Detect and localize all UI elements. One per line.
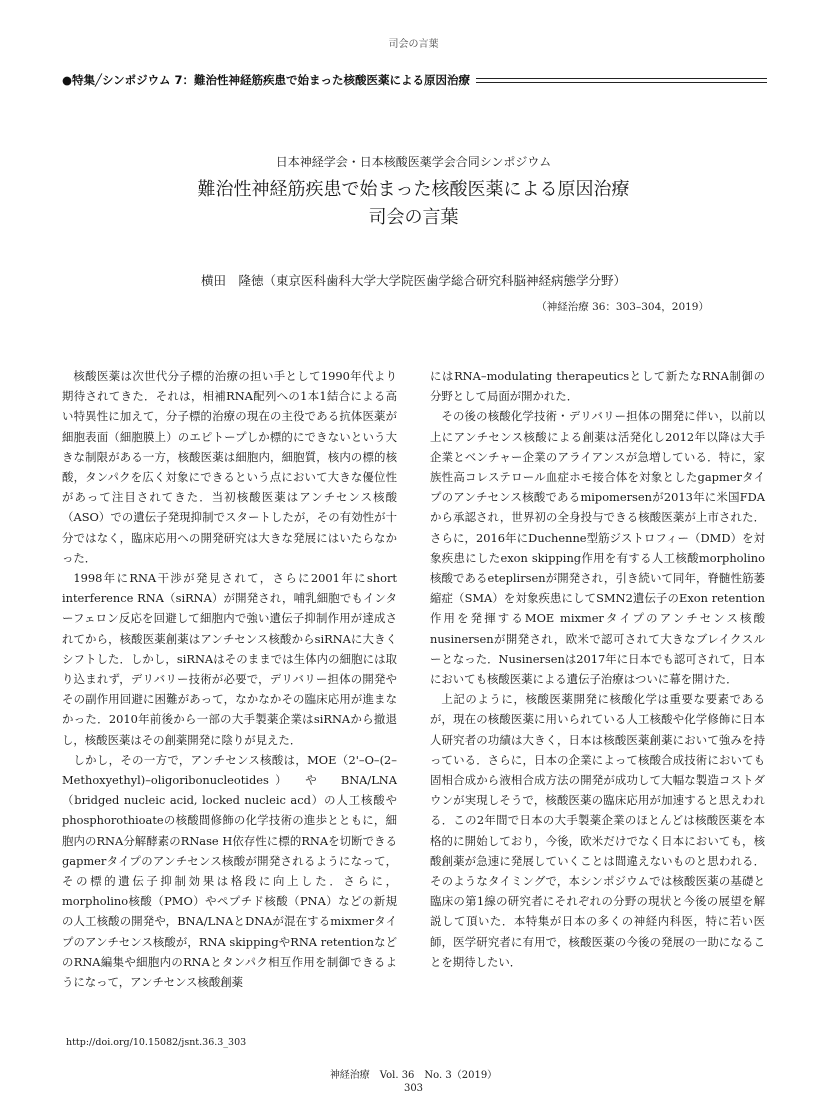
paragraph: 上記のように，核酸医薬開発に核酸化学は重要な要素であるが，現在の核酸医薬に用いられている人工核酸や化学修飾に日本人研究者の功績は大きく，日本は核酸医薬創薬において強みを持っている．さらに，日本の企業によって核酸合成技術においても固相合成から液相合成方法の開発が成功して大幅な製造コストダウンが実現しそうで，核酸医薬の臨床応用が加速すると思えわれる．この2年間で日本の大手製薬企業のほとんどは核酸医薬を本格的に開始しており，今後，欧米だけでなく日本においても，核酸創薬が急速に発展していくことは間違えないものと思われる．そのようなタイミングで，本シンポジウムでは核酸医薬の基礎と臨床の第1線の研究者にそれぞれの分野の現状と今後の展望を解説して頂いた．本特集が日本の多くの神経内科医，特に若い医師，医学研究者に有用で，核酸医薬の今後の発展の一助になることを期待したい． <box>430 692 765 969</box>
citation: （神経治療 36：303–304，2019） <box>536 301 709 313</box>
body-column-right <box>430 366 765 972</box>
article-title <box>0 176 827 232</box>
paragraph: にはRNA–modulating therapeuticsとして新たなRNA制御の分野として局面が開かれた． <box>430 369 765 404</box>
section-label: ●特集╱シンポジウム 7：難治性神経筋疾患で始まった核酸医薬による原因治療 <box>62 73 471 87</box>
journal-info: 神経治療 Vol. 36 No. 3（2019） <box>329 1070 498 1081</box>
paragraph: 核酸医薬は次世代分子標的治療の担い手として1990年代より期待されてきた．それは，相補RNA配列への1本1結合による高い特異性に加えて，分子標的治療の現在の主役である抗体医薬が細胞表面（細胞膜上）のエピトープしか標的にできないという大きな制限がある一方，核酸医薬は細胞内，細胞質，核内の標的核酸，タンパクを広く対象にできるという点において大きな優位性があって注目されてきた．当初核酸医薬はアンチセンス核酸（ASO）での遺伝子発現抑制でスタートしたが，その有効性が十分ではなく，臨床応用への開発研究は大きな発展にはいたらなかった． <box>62 369 397 565</box>
paragraph: その後の核酸化学技術・デリバリー担体の開発に伴い，以前以上にアンチセンス核酸による創薬は活発化し2012年以降は大手企業とベンチャー企業のアライアンスが急増している．特に，家族性高コレステロール血症ホモ接合体を対象としたgapmerタイプのアンチセンス核酸であるmipomersenが2013年に米国FDAから承認され，世界初の全身投与できる核酸医薬が上市された．さらに，2016年にDuchenne型筋ジストロフィー（DMD）を対象疾患にしたexon skipping作用を有する人工核酸morpholino核酸であるeteplirsenが開発され，引き続いて同年，脊髄性筋萎縮症（SMA）を対象疾患にしてSMN2遺伝子のExon retention作用を発揮するMOE mixmerタイプのアンチセンス核酸nusinersenが開発され，欧米で認可されて大きなブレイクスルーとなった．Nusinersenは2017年に日本でも認可されて，日本においても核酸医薬による遺伝子治療はついに幕を開けた． <box>430 409 765 687</box>
symposium-series: 日本神経学会・日本核酸医薬学会合同シンポジウム <box>275 155 552 169</box>
doi-link[interactable]: http://doi.org/10.15082/jsnt.36.3_303 <box>66 1037 247 1048</box>
section-rule <box>476 78 767 83</box>
paragraph: 1998年にRNA干渉が発見されて，さらに2001年にshort interference RNA（siRNA）が開発され，哺乳細胞でもインターフェロン反応を回避して細胞内で強い遺伝子抑制作用が達成されてから，核酸医薬創薬はアンチセンス核酸からsiRNAに大きくシフトした．しかし，siRNAはそのままでは生体内の細胞には取り込まれず，デリバリー技術が必要で，デリバリー担体の開発やその副作用回避に困難があって，なかなかその臨床応用が進まなかった．2010年前後から一部の大手製薬企業はsiRNAから撤退し，核酸医薬はその創薬開発に陰りが見えた． <box>62 571 397 747</box>
paragraph: しかし，その一方で，アンチセンス核酸は，MOE（2'–O–(2–Methoxyethyl)–oligoribonucleotides） や BNA/LNA（bridged nucleic acid, locked nucleic acd）の人工核酸やphosphorothioateの核酸間修飾の化学技術の進歩とともに，細胞内のRNA分解酵素のRNase H依存性に標的RNAを切断できるgapmerタイプのアンチセンス核酸が開発されるようになって，その標的遺伝子抑制効果は格段に向上した．さらに，morpholino核酸（PMO）やペプチド核酸（PNA）などの新規の人工核酸の開発や，BNA/LNAとDNAが混在するmixmerタイプのアンチセンス核酸が，RNA skippingやRNA retentionなどのRNA編集や細胞内のRNAとタンパク相互作用を制御できるようになって，アンチセンス核酸創薬 <box>62 752 397 990</box>
author-line: 横田 隆徳（東京医科歯科大学大学院医歯学総合研究科脳神経病態学分野） <box>200 273 626 288</box>
running-head: 司会の言葉 <box>388 39 439 50</box>
body-column-left <box>62 366 397 992</box>
article-title-line2: 司会の言葉 <box>368 207 459 228</box>
section-header <box>62 70 767 90</box>
page-number: 303 <box>403 1083 424 1094</box>
article-title-line1: 難治性神経筋疾患で始まった核酸医薬による原因治療 <box>197 179 630 200</box>
